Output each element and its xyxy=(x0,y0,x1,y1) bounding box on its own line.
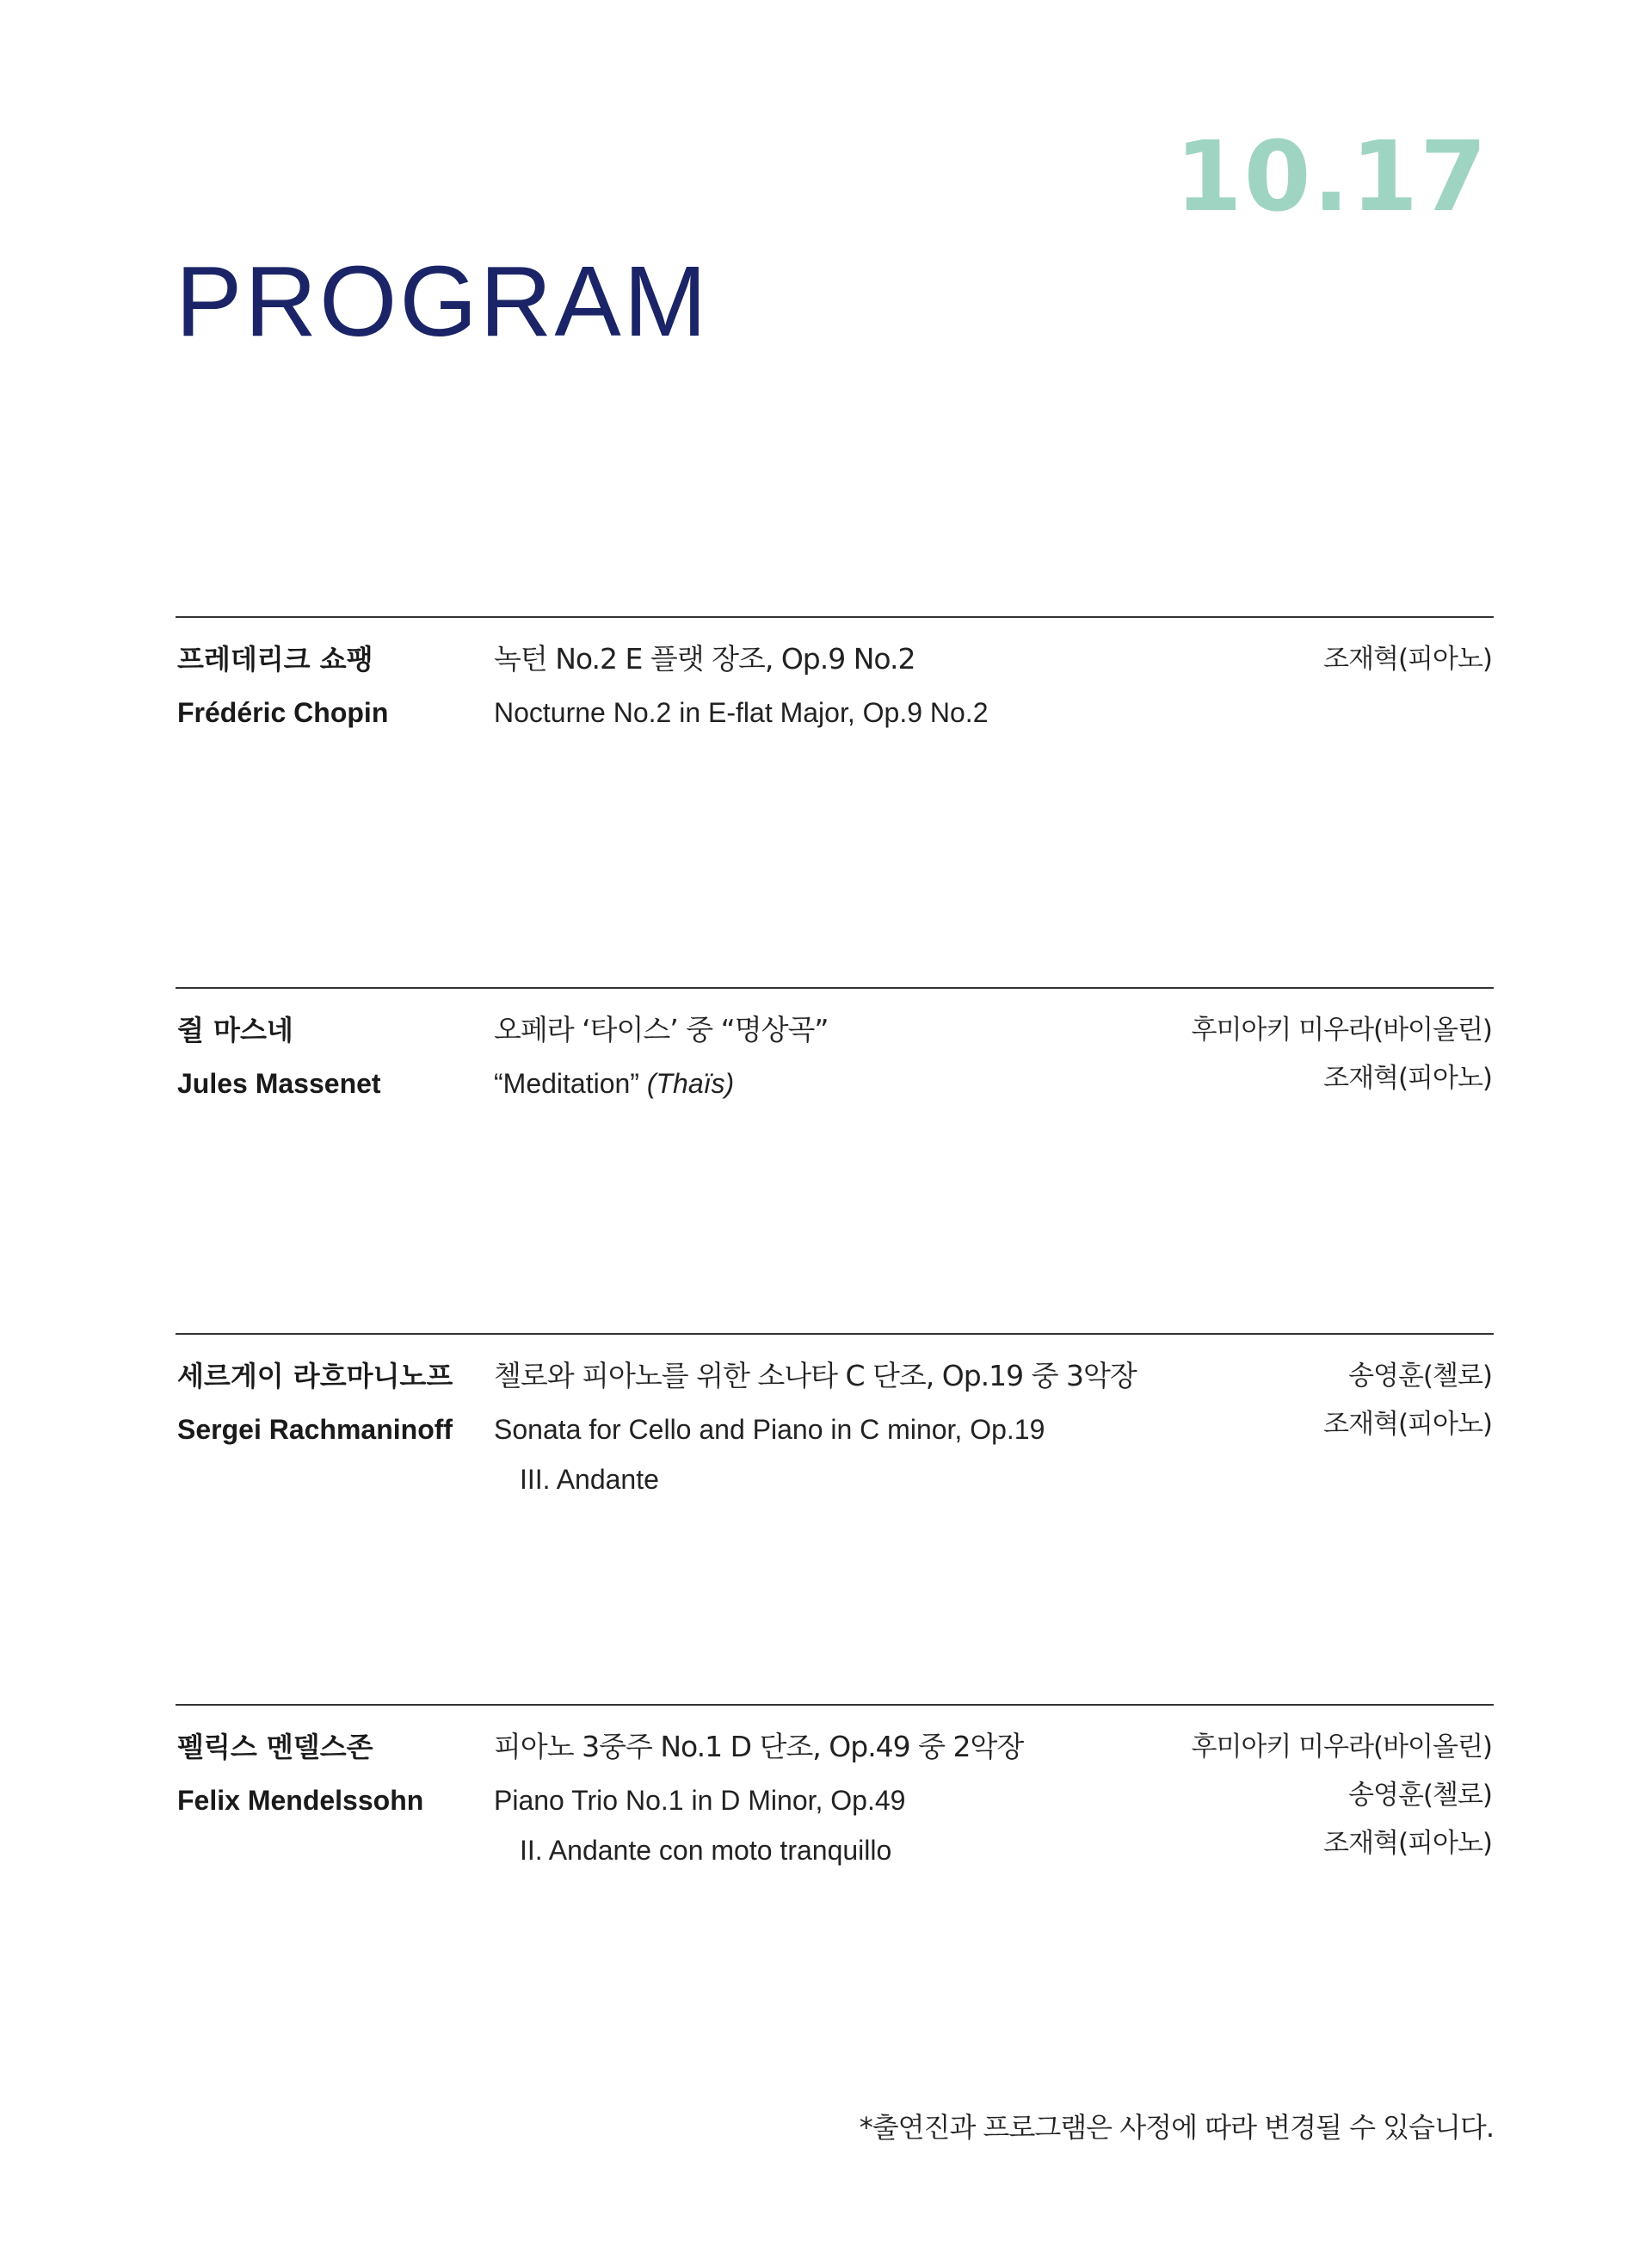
work-title-english: Nocturne No.2 in E-flat Major, Op.9 No.2 xyxy=(494,697,989,728)
composer xyxy=(177,1359,487,1447)
work-title-korean: 녹턴 No.2 E 플랫 장조, Op.9 No.2 xyxy=(494,642,915,676)
program-entry-rachmaninoff xyxy=(176,1333,1494,1495)
work xyxy=(494,642,1199,730)
work-title-korean: 피아노 3중주 No.1 D 단조, Op.49 중 2악장 xyxy=(494,1730,1024,1763)
work-title-english: Sonata for Cello and Piano in C minor, Op.19 xyxy=(494,1414,1045,1445)
concert-date: 10.17 xyxy=(1174,121,1489,233)
program-entry-chopin xyxy=(176,616,1494,728)
composer-name-korean: 프레데리크 쇼팽 xyxy=(177,643,373,676)
footnote: *출연진과 프로그램은 사정에 따라 변경될 수 있습니다. xyxy=(859,2111,1494,2144)
performer: 조재혁(피아노) xyxy=(1323,1409,1492,1440)
page-title: PROGRAM xyxy=(176,245,710,357)
performer: 조재혁(피아노) xyxy=(1323,1063,1492,1094)
performer: 후미아키 미우라(바이올린) xyxy=(1191,1731,1492,1762)
composer xyxy=(177,1013,487,1101)
composer xyxy=(177,642,487,730)
work-title-english: Piano Trio No.1 in D Minor, Op.49 xyxy=(494,1785,906,1816)
performer: 송영훈(첼로) xyxy=(1348,1361,1492,1392)
work xyxy=(494,1013,1199,1101)
program-entry-mendelssohn xyxy=(176,1704,1494,1866)
work-title-english-opera: (Thaïs) xyxy=(646,1068,735,1099)
performers xyxy=(1323,642,1492,690)
work-title-korean: 오페라 ‘타이스’ 중 “명상곡” xyxy=(494,1013,829,1046)
work-movement: II. Andante con moto tranquillo xyxy=(520,1835,892,1866)
composer xyxy=(177,1730,487,1818)
performers xyxy=(1323,1359,1492,1455)
work xyxy=(494,1359,1199,1497)
performer: 조재혁(피아노) xyxy=(1323,644,1492,675)
work-title-english xyxy=(494,1066,1199,1101)
work-movement: III. Andante xyxy=(520,1464,659,1495)
composer-name-english: Frédéric Chopin xyxy=(177,697,389,728)
performer: 송영훈(첼로) xyxy=(1348,1780,1492,1811)
work-title-english-main: “Meditation” xyxy=(494,1068,639,1099)
performers xyxy=(1192,1013,1492,1109)
composer-name-english: Felix Mendelssohn xyxy=(177,1785,424,1816)
composer-name-korean: 쥘 마스네 xyxy=(177,1014,293,1046)
program-entry-massenet xyxy=(176,987,1494,1099)
performer: 후미아키 미우라(바이올린) xyxy=(1191,1015,1492,1046)
performers xyxy=(1192,1730,1492,1874)
composer-name-english: Sergei Rachmaninoff xyxy=(177,1414,453,1445)
performer: 조재혁(피아노) xyxy=(1323,1828,1492,1859)
work xyxy=(494,1730,1199,1867)
composer-name-korean: 세르게이 라흐마니노프 xyxy=(177,1360,453,1392)
work-title-korean: 첼로와 피아노를 위한 소나타 C 단조, Op.19 중 3악장 xyxy=(494,1359,1137,1392)
composer-name-english: Jules Massenet xyxy=(177,1068,381,1099)
composer-name-korean: 펠릭스 멘델스존 xyxy=(177,1731,373,1763)
